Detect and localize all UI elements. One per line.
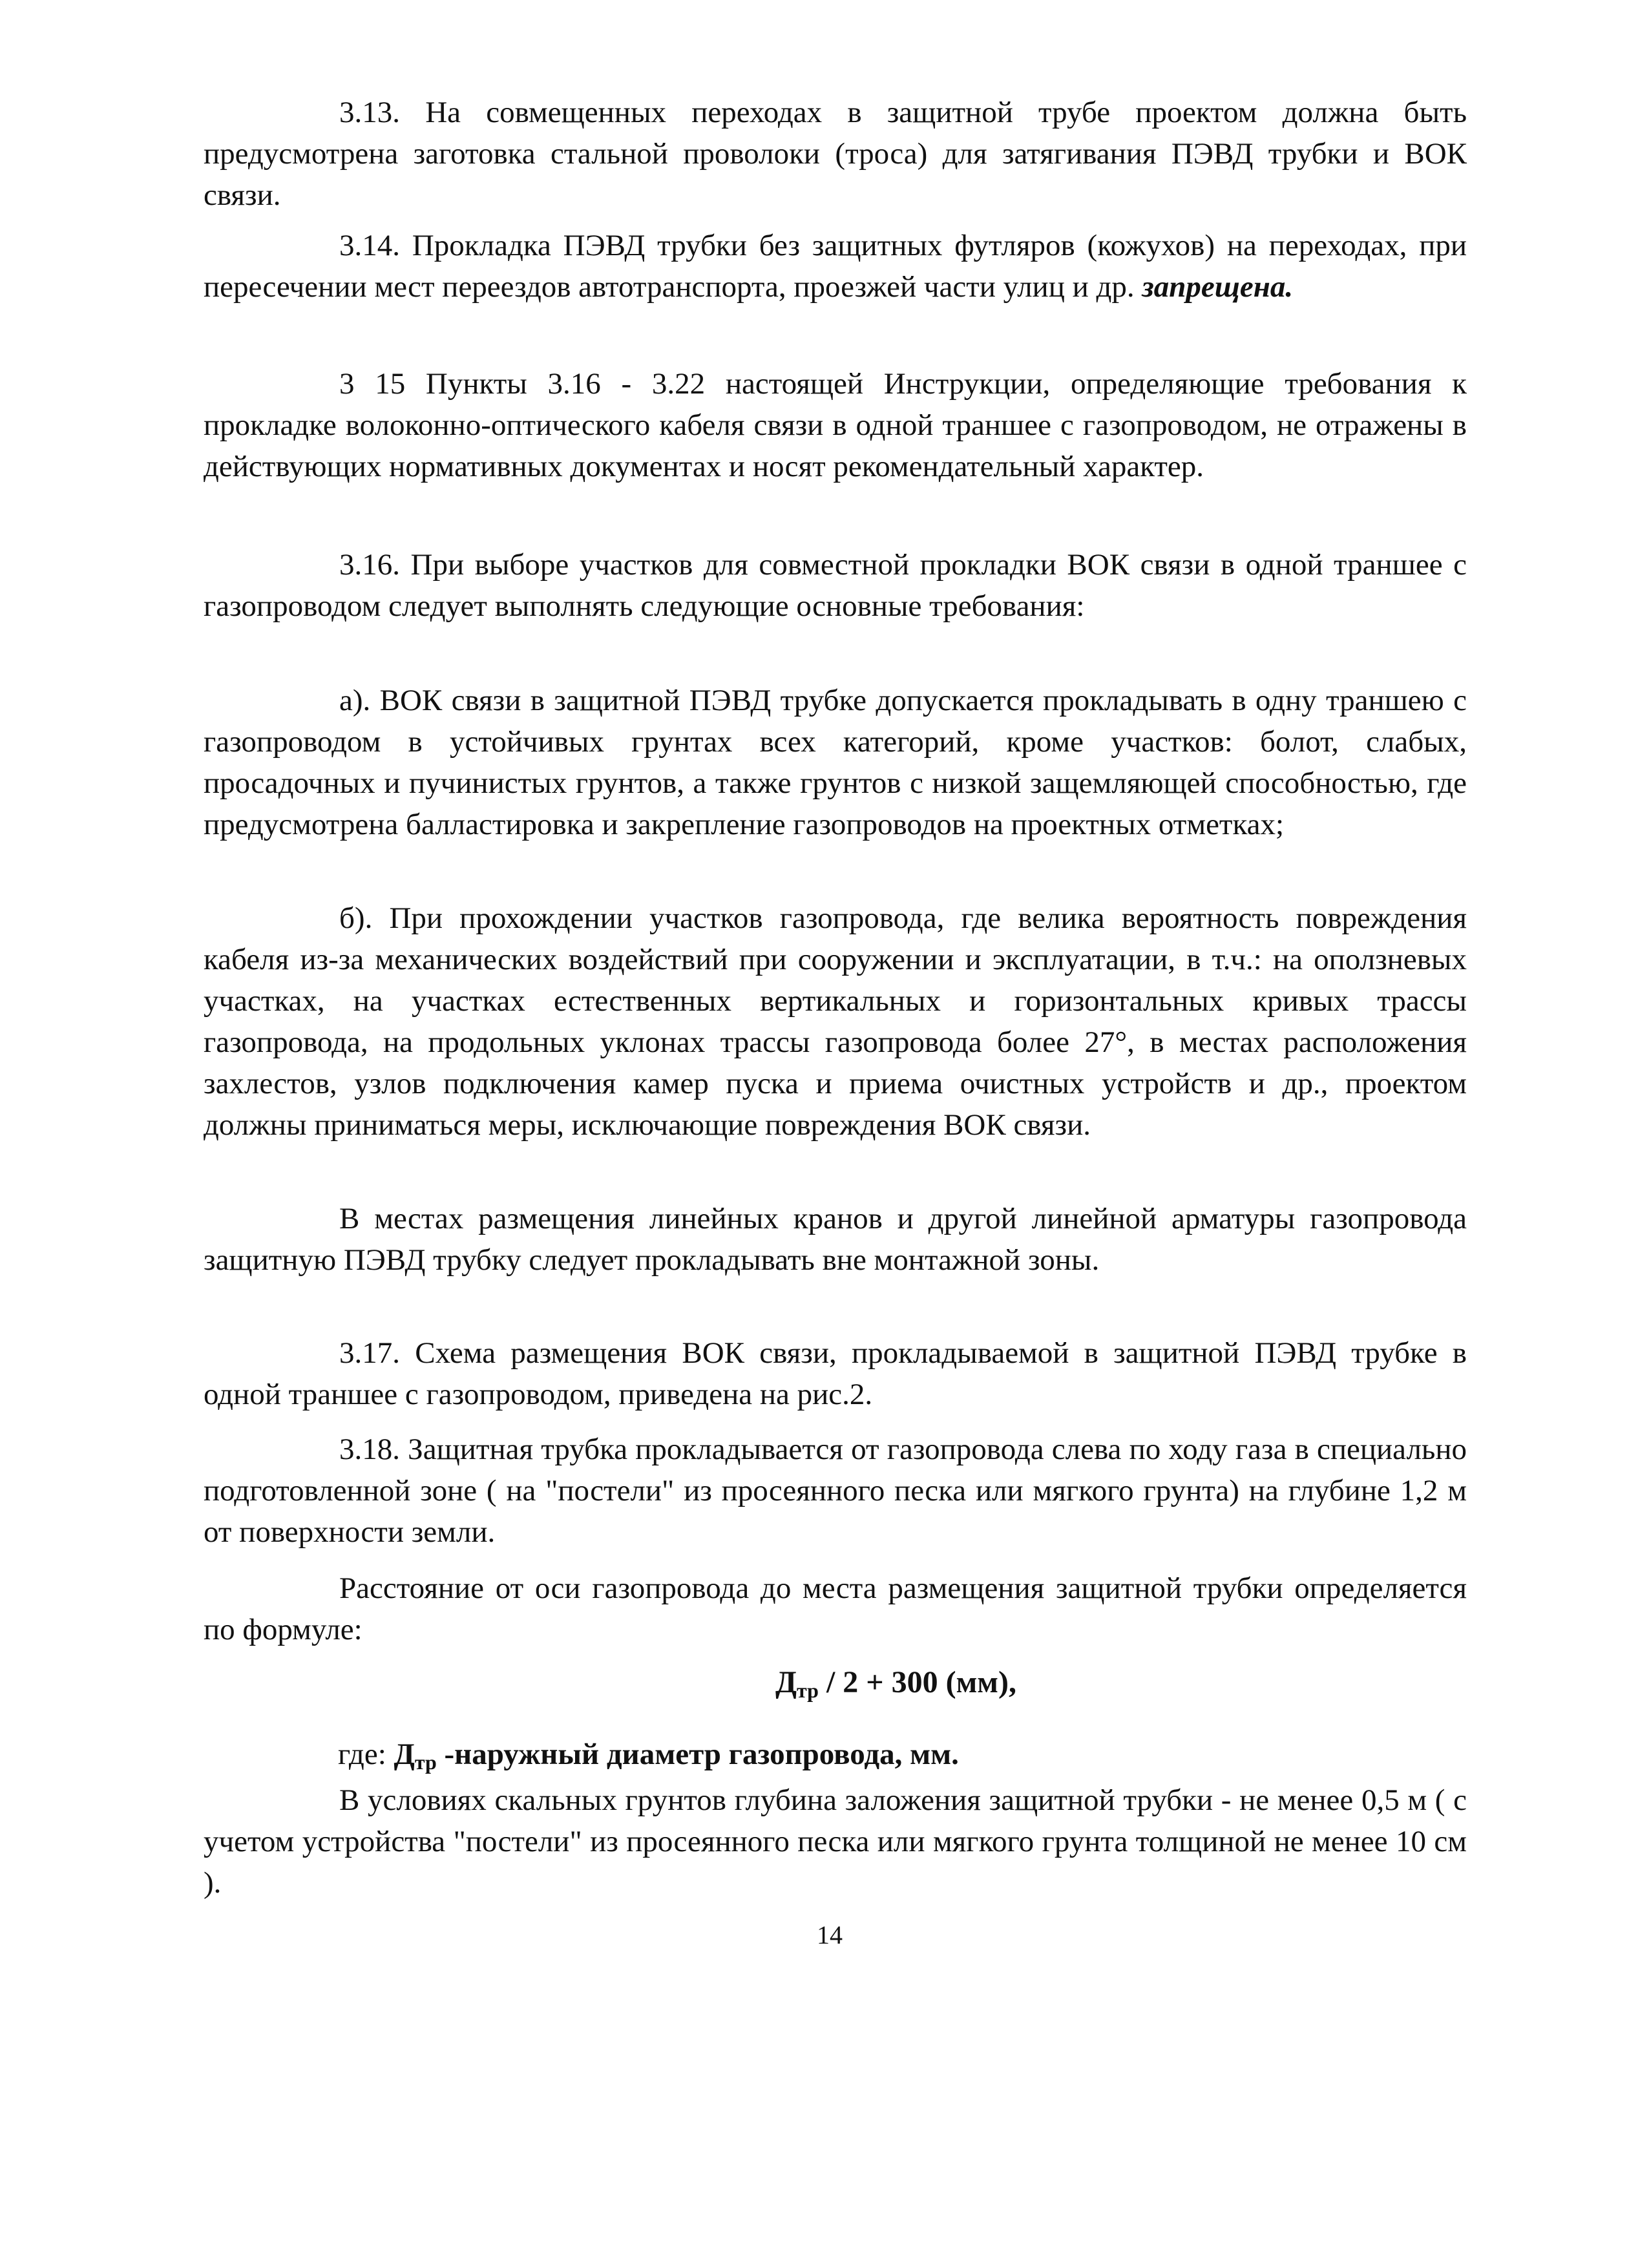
definition-d: Д <box>394 1738 415 1771</box>
paragraph-3-14-emphasis: запрещена. <box>1142 270 1294 304</box>
formula-rest: / 2 + 300 (мм), <box>818 1665 1016 1699</box>
paragraph-3-17: 3.17. Схема размещения ВОК связи, прокладываемой в защитной ПЭВД трубке в одной траншее с газопроводом, приведена на рис.2. <box>204 1336 1467 1411</box>
paragraph-item-b: б). При прохождении участков газопровода, где велика вероятность повреждения кабеля из-за механических воздействий при сооружении и эксплуатации, в т.ч.: на оползневых участках, на участках естественных вертикальных и горизонтальных кривых трассы газопровода, на продольных уклонах трассы газопровода более 27°, в местах расположения захлестов, узлов подключения камер пуска и приема очистных устройств и др., проектом должны приниматься меры, исключающие повреждения ВОК связи. <box>204 901 1467 1142</box>
paragraph-distance: Расстояние от оси газопровода до места размещения защитной трубки определяется по формуле: <box>204 1571 1467 1646</box>
page-number: 14 <box>817 1920 843 1949</box>
formula-d: Д <box>775 1665 797 1699</box>
paragraph-3-14-text: 3.14. Прокладка ПЭВД трубки без защитных футляров (кожухов) на переходах, при пересечении мест переездов автотранспорта, проезжей части улиц и др. <box>204 229 1467 304</box>
paragraph-3-15: 3 15 Пункты 3.16 - 3.22 настоящей Инструкции, определяющие требования к прокладке волоконно-оптического кабеля связи в одной траншее с газопроводом, не отражены в действующих нормативных документах и носят рекомендательный характер. <box>204 367 1467 483</box>
paragraph-rock: В условиях скальных грунтов глубина заложения защитной трубки - не менее 0,5 м ( с учетом устройства "постели" из просеянного песка или мягкого грунта толщиной не менее 10 см ). <box>204 1783 1467 1900</box>
paragraph-3-16: 3.16. При выборе участков для совместной прокладки ВОК связи в одной траншее с газопроводом следует выполнять следующие основные требования: <box>204 548 1467 623</box>
definition-subscript: тр <box>414 1750 437 1774</box>
paragraph-3-18: 3.18. Защитная трубка прокладывается от газопровода слева по ходу газа в специально подготовленной зоне ( на "постели" из просеянного песка или мягкого грунта) на глубине 1,2 м от поверхности земли. <box>204 1433 1467 1549</box>
formula-definition <box>338 1734 959 1783</box>
definition-rest: -наружный диаметр газопровода, мм. <box>436 1738 959 1771</box>
definition-where: где: <box>338 1738 394 1771</box>
paragraph-3-14 <box>204 225 1467 308</box>
paragraph-valves: В местах размещения линейных кранов и другой линейной арматуры газопровода защитную ПЭВД трубку следует прокладывать вне монтажной зоны. <box>204 1202 1467 1277</box>
formula <box>775 1662 1016 1711</box>
paragraph-item-a: а). ВОК связи в защитной ПЭВД трубке допускается прокладывать в одну траншею с газопроводом в устойчивых грунтах всех категорий, кроме участков: болот, слабых, просадочных и пучинистых грунтов, а также грунтов с низкой защемляющей способностью, где предусмотрена балластировка и закрепление газопроводов на проектных отметках; <box>204 684 1467 841</box>
formula-subscript: тр <box>797 1679 819 1702</box>
paragraph-3-13: 3.13. На совмещенных переходах в защитной трубе проектом должна быть предусмотрена заготовка стальной проволоки (троса) для затягивания ПЭВД трубки и ВОК связи. <box>204 96 1467 212</box>
